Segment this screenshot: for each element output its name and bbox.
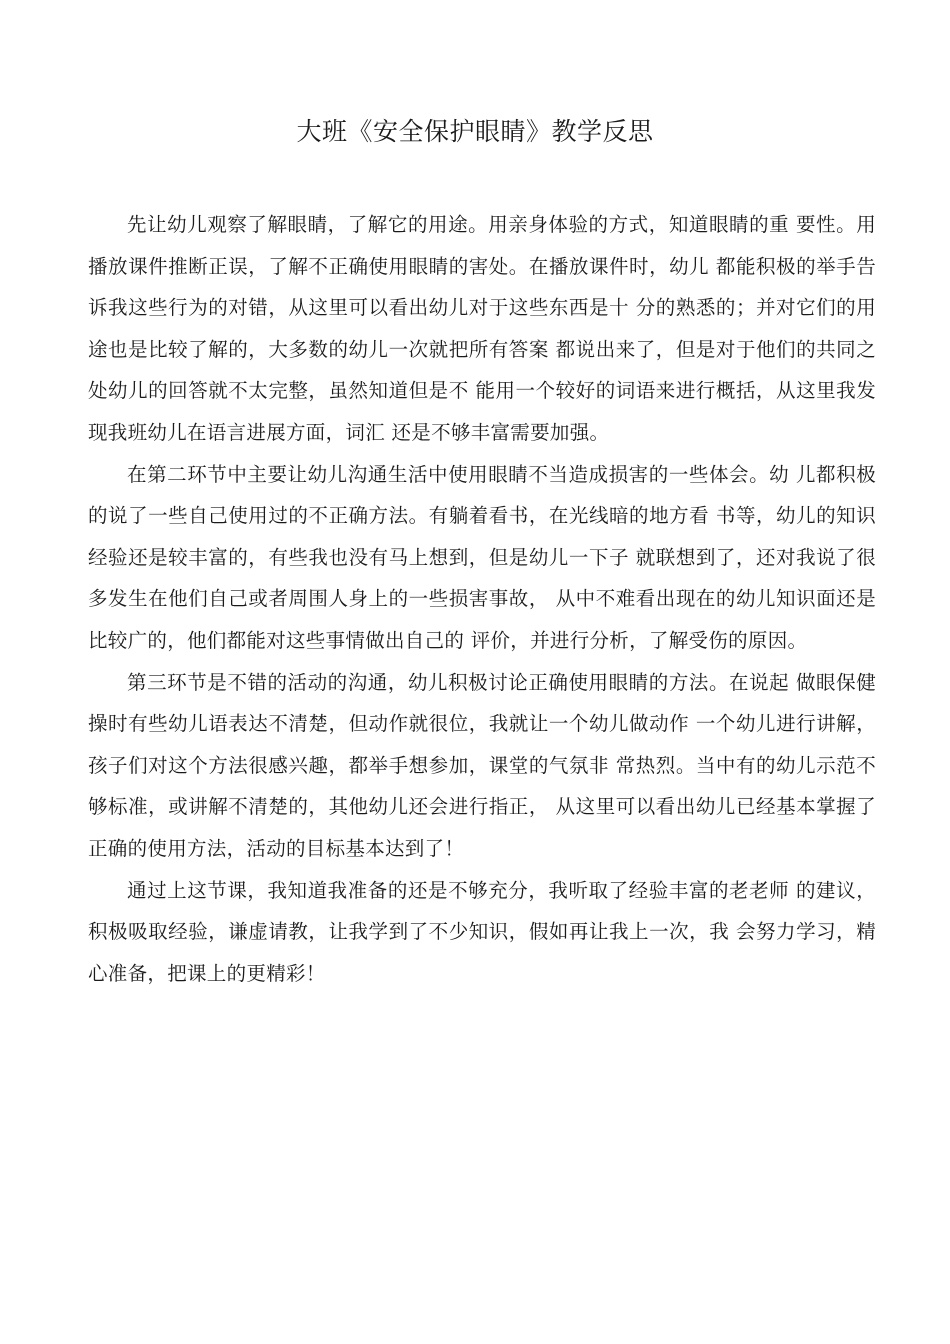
paragraph-4: 通过上这节课，我知道我准备的还是不够充分，我听取了经验丰富的老老师 的建议，积极吸取经验，谦虚请教，让我学到了不少知识，假如再让我上一次，我 会努力学习，精心准备，把课上的更精彩！: [88, 878, 876, 985]
paragraph-1: 先让幼儿观察了解眼睛，了解它的用途。用亲身体验的方式，知道眼睛的重 要性。用播放课件推断正误，了解不正确使用眼睛的害处。在播放课件时，幼儿 都能积极的举手告诉我这些行为的对错，从这里可以看出幼儿对于这些东西是十 分的熟悉的；并对它们的用途也是比较了解的，大多数的幼儿一次就把所有答案 都说出来了，但是对于他们的共同之处幼儿的回答就不太完整，虽然知道但是不 能用一个较好的词语来进行概括，从这里我发现我班幼儿在语言进展方面，词汇 还是不够丰富需要加强。: [88, 213, 876, 444]
document-title: 大班《安全保护眼睛》教学反思: [296, 117, 654, 146]
document-body: [88, 204, 876, 994]
paragraph-3: 第三环节是不错的活动的沟通，幼儿积极讨论正确使用眼睛的方法。在说起 做眼保健操时有些幼儿语表达不清楚，但动作就很位，我就让一个幼儿做动作 一个幼儿进行讲解，孩子们对这个方法很感兴趣，都举手想参加，课堂的气氛非 常热烈。当中有的幼儿示范不够标准，或讲解不清楚的，其他幼儿还会进行指正， 从这里可以看出幼儿已经基本掌握了正确的使用方法，活动的目标基本达到了！: [88, 670, 876, 860]
paragraph-2: 在第二环节中主要让幼儿沟通生活中使用眼睛不当造成损害的一些体会。幼 儿都积极的说了一些自己使用过的不正确方法。有躺着看书，在光线暗的地方看 书等，幼儿的知识经验还是较丰富的，有些我也没有马上想到，但是幼儿一下子 就联想到了，还对我说了很多发生在他们自己或者周围人身上的一些损害事故， 从中不难看出现在的幼儿知识面还是比较广的，他们都能对这些事情做出自己的 评价，并进行分析，了解受伤的原因。: [88, 462, 876, 652]
